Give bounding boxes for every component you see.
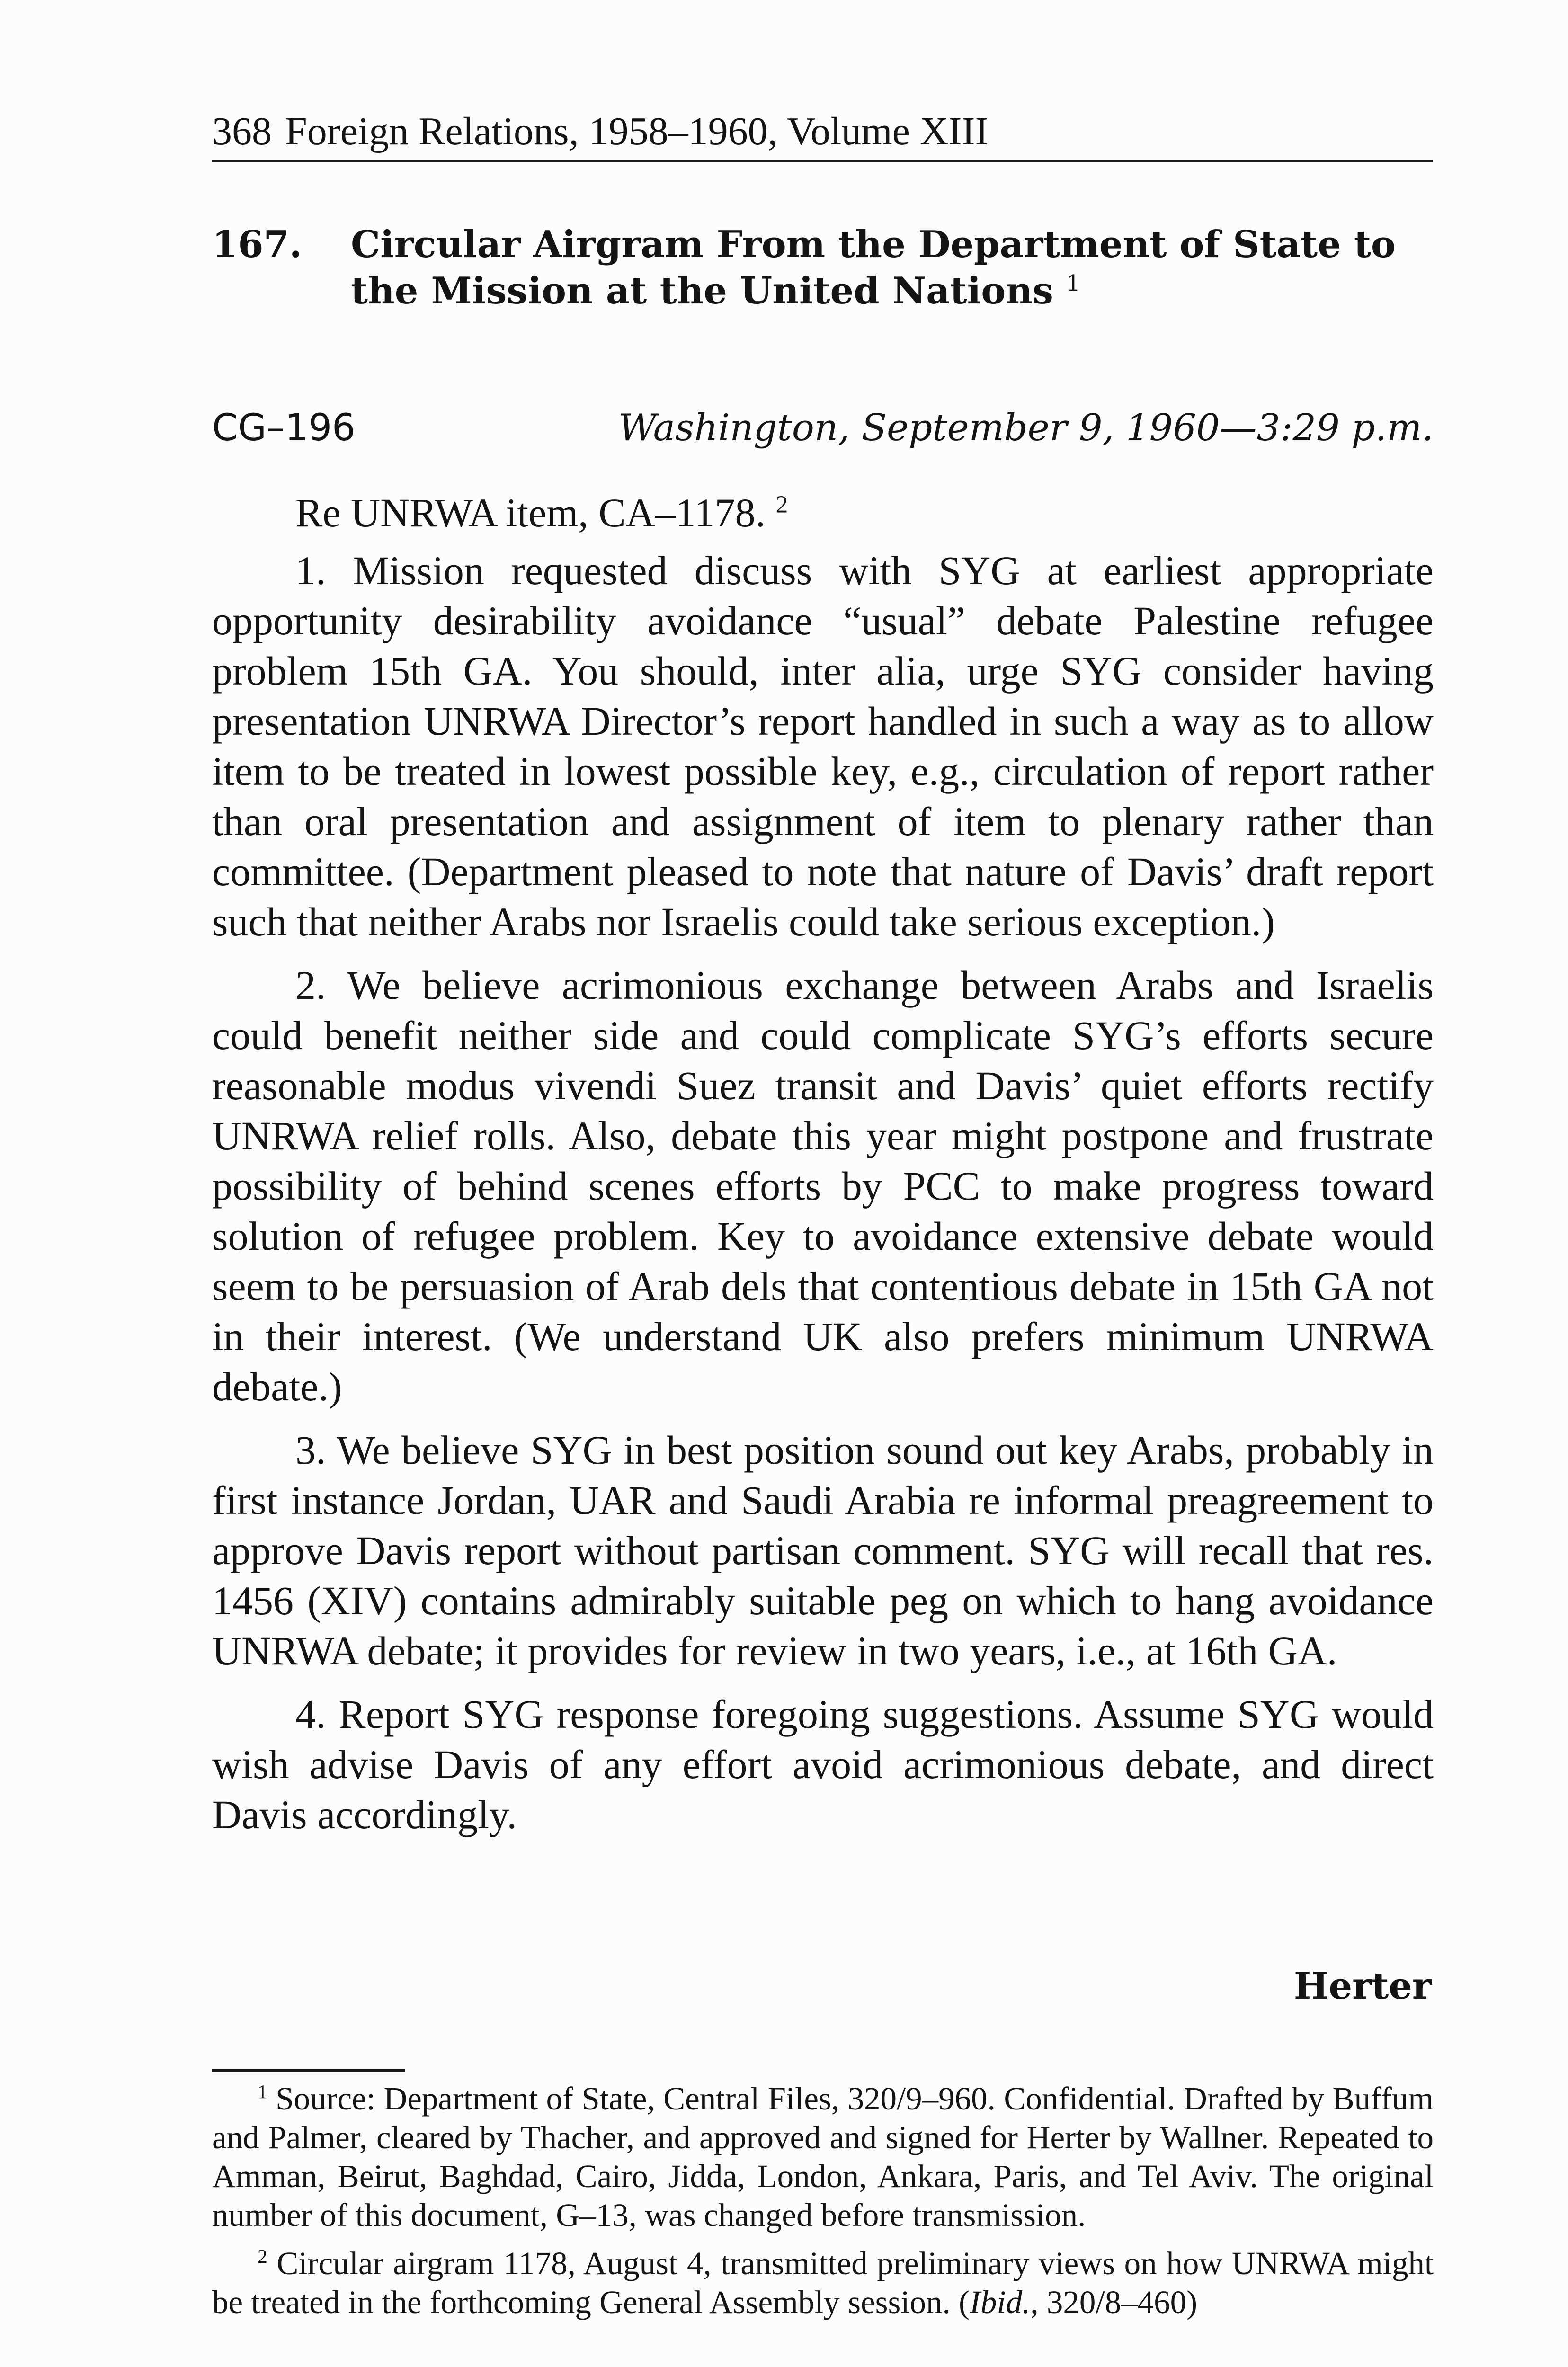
document-meta (212, 408, 1434, 449)
re-line: Re UNRWA item, CA–1178. $^2$ (295, 490, 788, 535)
paragraph-1: 1. Mission requested discuss with SYG at earliest appropriate opportunity desirability avoidance “usual” debate Palestine refugee problem 15th GA. You should, inter alia, urge SYG consider having presentation UNRWA Director’s report handled in such a way as to allow item to be treated in lowest possible key, e.g., circulation of report rather than oral presentation and assignment of item to plenary rather than committee. (Department pleased to note that nature of Davis’ draft report such that neither Arabs nor Israelis could take serious exception.) (212, 548, 1434, 944)
document-number: 167. (212, 223, 302, 266)
footnote-ref-1: 1 (1066, 271, 1080, 296)
footnotes (212, 2079, 1434, 2331)
footnote-ref-2: 2 (775, 491, 788, 518)
footnote-2: $^2$ Circular airgram 1178, August 4, transmitted preliminary views on how UNRWA might be treated in the forthcoming General Assembly session. (Ibid., 320/8–460) (212, 2245, 1434, 2320)
paragraph-4: 4. Report SYG response foregoing suggestions. Assume SYG would wish advise Davis of any effort avoid acrimonious debate, and direct Davis accordingly. (212, 1691, 1434, 1837)
footnote-divider (212, 2069, 405, 2072)
place-date-line: Washington, September 9, 1960—3:29 p.m. (618, 407, 1434, 449)
document-body (212, 488, 1434, 1853)
document-serial: CG–196 (212, 407, 356, 449)
document-heading (212, 222, 1396, 314)
running-header (212, 110, 1433, 162)
paragraph-3: 3. We believe SYG in best position sound out key Arabs, probably in first instance Jordan, UAR and Saudi Arabia re informal preagreement to approve Davis report without partisan comment. SYG will recall that res. 1456 (XIV) contains admirably suitable peg on which to hang avoidance UNRWA debate; it provides for review in two years, i.e., at 16th GA. (212, 1427, 1434, 1673)
paragraph-2: 2. We believe acrimonious exchange between Arabs and Israelis could benefit neither side and could complicate SYG’s efforts secure reasonable modus vivendi Suez transit and Davis’ quiet efforts rectify UNRWA relief rolls. Also, debate this year might postpone and frustrate possibility of behind scenes efforts by PCC to make progress toward solution of refugee problem. Key to avoidance extensive debate would seem to be persuasion of Arab dels that contentious debate in 15th GA not in their interest. (We understand UK also prefers minimum UNRWA debate.) (212, 962, 1434, 1409)
running-title: Foreign Relations, 1958–1960, Volume XIII (285, 109, 989, 153)
document-title: Circular Airgram From the Department of State to the Mission at the United Nations (351, 223, 1396, 312)
ibid-citation: Ibid. (970, 2284, 1031, 2320)
page-number: 368 (212, 109, 272, 153)
signature: Herter (1293, 1965, 1432, 2008)
footnote-1: $^1$ Source: Department of State, Central Files, 320/9–960. Confidential. Drafted by Buffum and Palmer, cleared by Thacher, and approved and signed for Herter by Wallner. Repeated to Amman, Beirut, Baghdad, Cairo, Jidda, London, Ankara, Paris, and Tel Aviv. The original number of this document, G–13, was changed before transmission. (212, 2081, 1434, 2233)
